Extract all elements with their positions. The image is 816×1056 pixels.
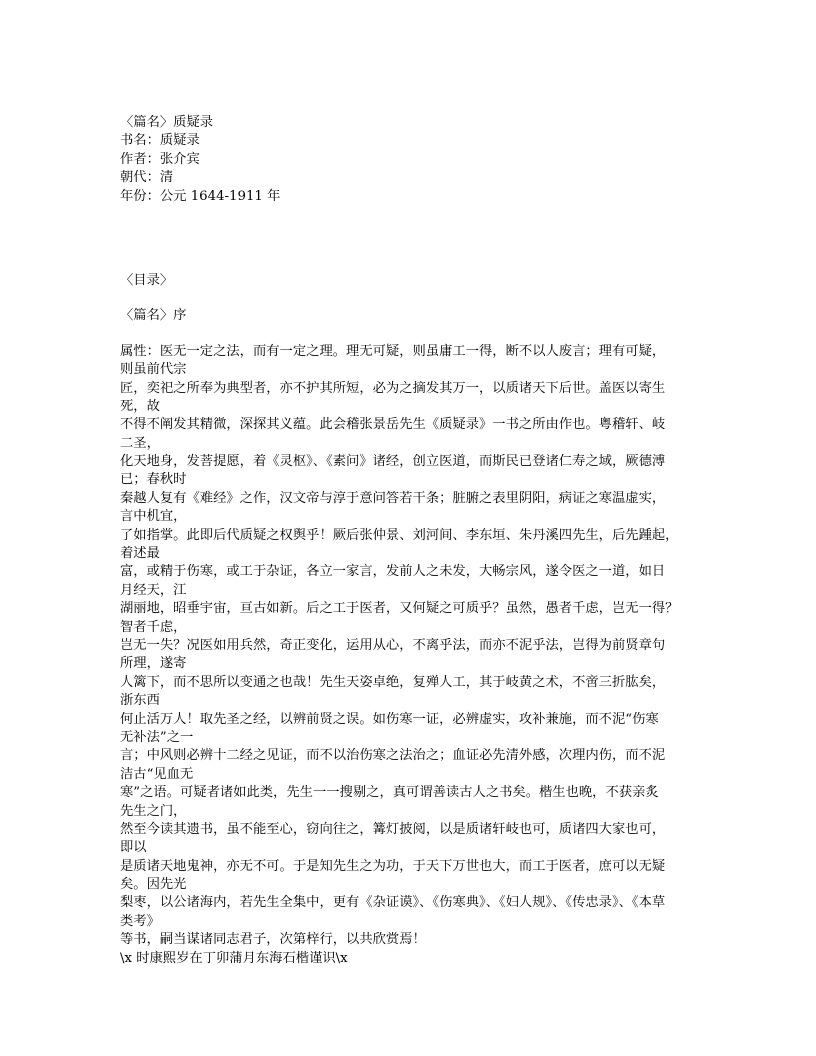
body-line: 然至今读其遗书，虽不能至心，窃向往之，篝灯披阅，以是质诸轩岐也可，质诸四大家也可， <box>120 821 666 837</box>
body-line: 何止活万人！取先圣之经，以辨前贤之误。如伤寒一证，必辨虚实，攻补兼施，而不泥“伤寒 <box>120 711 659 727</box>
body-line: 即以 <box>120 840 147 856</box>
author: 作者：张介宾 <box>120 151 200 167</box>
preface-body <box>120 343 702 968</box>
body-line: 人篱下，而不思所以变通之也哉！先生天姿卓绝，复殚人工，其于岐黄之术，不啻三折肱矣， <box>120 674 666 690</box>
body-line: 月经天，江 <box>120 582 187 598</box>
signature-line: \x 时康熙岁在丁卯蒲月东海石楷谨识\x <box>120 950 348 966</box>
body-line: 死，故 <box>120 398 160 414</box>
body-line: 无补法”之一 <box>120 729 194 745</box>
body-line: 秦越人复有《难经》之作，汉文帝与淳于意问答若干条；脏腑之表里阴阳，病证之寒温虚实， <box>120 490 666 506</box>
body-line: 了如指掌。此即后代质疑之权舆乎！厥后张仲景、刘河间、李东垣、朱丹溪四先生，后先踵起， <box>120 527 679 543</box>
body-line: 是质诸天地鬼神，亦无不可。于是知先生之为功，于天下万世也大，而工于医者，庶可以无疑 <box>120 858 666 874</box>
body-line: 湖丽地，昭垂宇宙，亘古如新。后之工于医者，又何疑之可质乎？虽然，愚者千虑，岂无一得？ <box>120 601 679 617</box>
book-name: 书名：质疑录 <box>120 133 200 149</box>
body-line: 岂无一失？况医如用兵然，奇正变化，运用从心，不离乎法，而亦不泥乎法，岂得为前贤章句 <box>120 637 666 653</box>
body-line: 富，或精于伤寒，或工于杂证，各立一家言，发前人之未发，大畅宗风，遂令医之一道，如日 <box>120 564 666 580</box>
body-line: 匠，奕祀之所奉为典型者，亦不护其所短，必为之摘发其万一，以质诸天下后世。盖医以寄生 <box>120 380 666 396</box>
body-line: 不得不阐发其精微，深探其义蕴。此会稽张景岳先生《质疑录》一书之所由作也。粤稽轩、岐 <box>120 417 666 433</box>
section-title: 〈篇名〉序 <box>120 308 187 324</box>
toc-label: 〈目录〉 <box>120 272 174 288</box>
chapter-title: 〈篇名〉质疑录 <box>120 115 214 130</box>
body-line: 浙东西 <box>120 693 160 709</box>
body-line: 智者千虑， <box>120 619 187 635</box>
body-line: 矣。因先光 <box>120 877 187 893</box>
body-line: 则虽前代宗 <box>120 362 187 378</box>
body-line: 所理，遂寄 <box>120 656 187 672</box>
body-line: 寒”之语。可疑者诸如此类，先生一一搜剔之，真可谓善读古人之书矣。楷生也晚，不获亲炙 <box>120 785 659 801</box>
body-line: 已；春秋时 <box>120 472 187 488</box>
body-line: 属性：医无一定之法，而有一定之理。理无可疑，则虽庸工一得，断不以人废言；理有可疑， <box>120 343 666 359</box>
header-block <box>120 114 702 206</box>
body-line: 洁古“见血无 <box>120 766 194 782</box>
body-line: 梨枣，以公诸海内，若先生全集中，更有《杂证谟》、《伤寒典》、《妇人规》、《传忠录》、《本草 <box>120 895 666 911</box>
body-line: 着述最 <box>120 546 160 562</box>
body-line: 等书，嗣当谋诸同志君子，次第梓行，以共欣赏焉！ <box>120 932 426 948</box>
body-line: 言中机宜， <box>120 509 187 525</box>
body-line: 先生之门， <box>120 803 187 819</box>
body-line: 言；中风则必辨十二经之见证，而不以治伤寒之法治之；血证必先清外感，次理内伤，而不泥 <box>120 748 666 764</box>
body-line: 类考》 <box>120 913 160 929</box>
document-page <box>120 114 702 968</box>
years: 年份：公元 1644-1911 年 <box>120 188 281 204</box>
dynasty: 朝代：清 <box>120 170 174 186</box>
body-line: 化天地身，发菩提愿，着《灵枢》、《素问》诸经，创立医道，而斯民已登诸仁寿之域，厥德溥 <box>120 454 666 470</box>
body-line: 二圣， <box>120 435 160 451</box>
